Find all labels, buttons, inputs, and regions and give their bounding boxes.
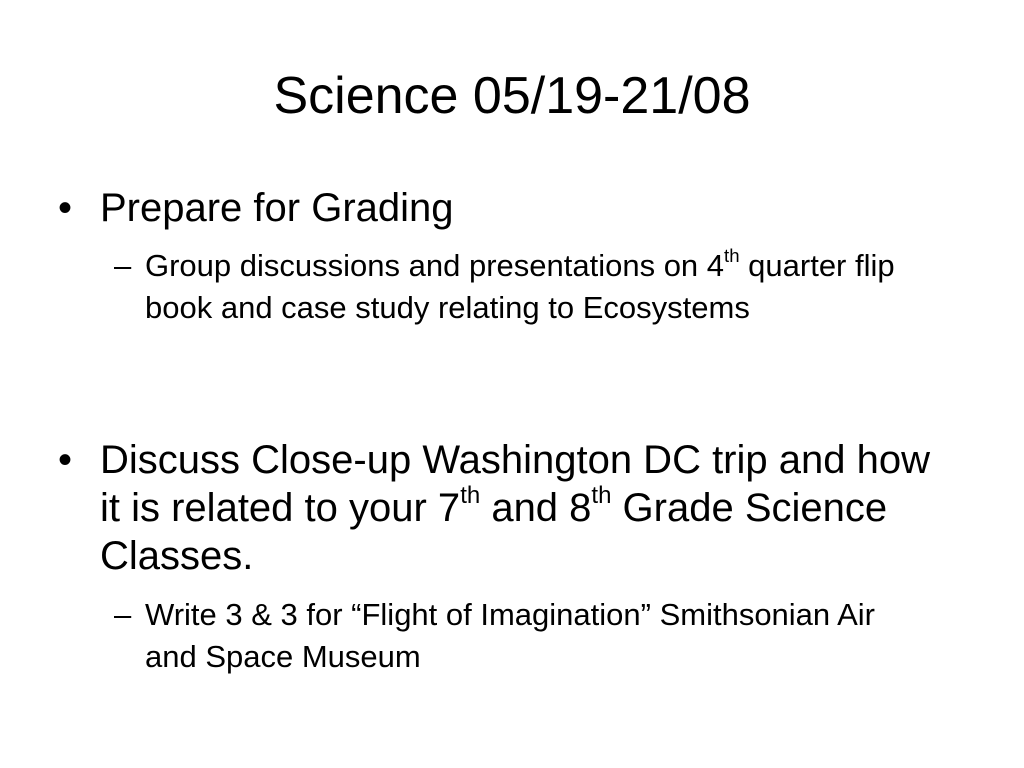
dash-icon: – [114, 597, 132, 632]
sub-text-part-b: quarter flip book and case study relating to Ecosystems [145, 248, 895, 325]
bullet-text-1: Prepare for Grading [100, 186, 454, 230]
superscript-ordinal: th [724, 245, 740, 267]
slide-title: Science 05/19-21/08 [273, 67, 751, 125]
bullet-text-part-b: and 8 [480, 486, 592, 530]
dash-icon: – [114, 248, 132, 283]
bullet-icon: • [58, 438, 73, 482]
superscript-ordinal: th [460, 482, 481, 509]
bullet-item-2 [58, 436, 958, 580]
sub-bullet-item-1 [114, 245, 914, 329]
bullet-text-part-c: Grade Science Classes. [100, 486, 888, 578]
bullet-icon: • [58, 186, 73, 230]
sub-bullet-text-1 [145, 245, 914, 329]
bullet-item-1 [58, 184, 958, 232]
sub-text-part-a: Group discussions and presentations on 4 [145, 248, 725, 283]
sub-bullet-item-2 [114, 594, 914, 678]
bullet-text-2 [100, 436, 958, 580]
sub-bullet-text-2: Write 3 & 3 for “Flight of Imagination” Smithsonian Air and Space Museum [145, 597, 875, 674]
bullet-text-part-a: Discuss Close-up Washington DC trip and how it is related to your 7 [100, 438, 930, 530]
superscript-ordinal: th [591, 482, 612, 509]
